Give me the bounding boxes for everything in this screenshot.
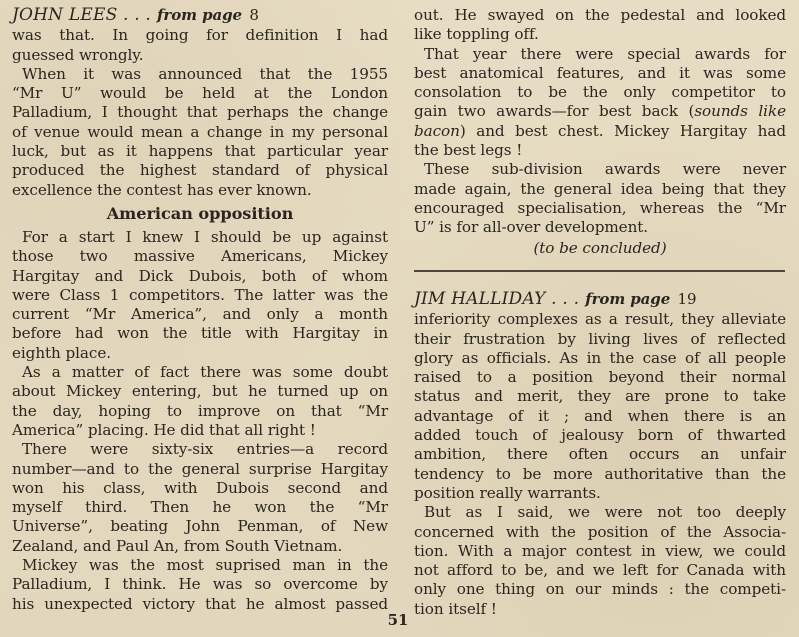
section-subheading: American opposition	[106, 203, 294, 223]
paragraph	[414, 45, 786, 161]
continuation-header-john-lees	[12, 6, 388, 25]
text-line: out. He swayed on the pedestal and looked	[414, 6, 786, 24]
paragraph	[12, 26, 388, 65]
text-line: luck, but as it happens that particular year	[12, 142, 388, 161]
text-line: their frustration by living lives of reflected	[414, 329, 786, 348]
text-line: Universe”, beating John Penman, of New	[12, 517, 388, 536]
text-line: myself third. Then he won the “Mr	[12, 498, 388, 517]
text-line: the day, hoping to improve on that “Mr	[12, 401, 388, 420]
section-divider-rule	[414, 270, 785, 272]
text-line: was that. In going for definition I had	[12, 26, 388, 45]
text-line: inferiority complexes as a result, they alleviate	[414, 310, 786, 329]
text-line: There were sixty-six entries—a record	[22, 440, 388, 459]
text-line: “Mr U” would be held at the London	[12, 84, 388, 103]
text-line: guessed wrongly.	[12, 45, 144, 64]
text-line: not afford to be, and we left for Canada with	[414, 561, 786, 580]
text-line: status and merit, they are prone to take	[414, 387, 786, 406]
text-line: like toppling off.	[414, 25, 539, 44]
text-line: But as I said, we were not too deeply	[424, 503, 786, 522]
text-line: produced the highest standard of physical	[12, 161, 388, 180]
from-page-number: 19	[677, 290, 697, 308]
text-line: encouraged specialisation, whereas the “Mr	[414, 198, 786, 217]
text-line: only one thing on our minds : the competi-	[414, 580, 786, 599]
from-page-label: from page	[157, 6, 243, 24]
to-be-concluded-note: (to be concluded)	[533, 238, 667, 257]
text-line: were Class 1 competitors. The latter was the	[12, 285, 388, 304]
paragraph	[12, 65, 388, 200]
paragraph	[12, 440, 388, 556]
text-line: Hargitay and Dick Dubois, both of whom	[12, 266, 388, 285]
paragraph	[414, 6, 786, 45]
text-line: current “Mr America”, and only a month	[12, 305, 388, 324]
text-line: That year there were special awards for	[424, 44, 786, 63]
text-line: excellence the contest has ever known.	[12, 180, 312, 199]
text-line: tendency to be more authoritative than the	[414, 464, 786, 483]
text-line: Mickey was the most suprised man in the	[22, 556, 388, 575]
text-line: position really warrants.	[414, 483, 601, 502]
text-line: number—and to the general surprise Hargitay	[12, 459, 388, 478]
text-line: When it was announced that the 1955	[22, 64, 388, 83]
text-line: the best legs !	[414, 141, 523, 160]
italic-run: bacon	[414, 121, 460, 140]
text-line: added touch of jealousy born of thwarted	[414, 426, 786, 445]
from-page-label: from page	[585, 290, 671, 308]
text-line: those two massive Americans, Mickey	[12, 247, 388, 266]
text-line: of venue would mean a change in my personal	[12, 122, 388, 141]
text-line: advantage of it ; and when there is an	[414, 406, 786, 425]
author-name: JIM HALLIDAY . . .	[414, 289, 580, 309]
paragraph	[414, 160, 786, 237]
page-number: 51	[387, 611, 409, 629]
text-line: tion itself !	[414, 599, 497, 618]
text-line: For a start I knew I should be up against	[22, 227, 388, 246]
text-line: Palladium, I thought that perhaps the change	[12, 103, 388, 122]
left-column	[12, 6, 388, 614]
right-column-lower	[414, 290, 786, 619]
text-line: eighth place.	[12, 343, 111, 362]
text-line: consolation to be the only competitor to	[414, 83, 786, 102]
text-line: best anatomical features, and it was some	[414, 63, 786, 82]
text-line: his unexpected victory that he almost passed	[12, 594, 388, 613]
text-line: tion. With a major contest in view, we could	[414, 541, 786, 560]
right-column	[414, 6, 786, 258]
text-line: made again, the general idea being that they	[414, 179, 786, 198]
text-line: Palladium, I think. He was so overcome by	[12, 575, 388, 594]
paragraph	[12, 228, 388, 363]
text-line: glory as officials. As in the case of all people	[414, 348, 786, 367]
text-line	[414, 122, 786, 141]
text-line: America” placing. He did that all right !	[12, 420, 316, 439]
text-line: As a matter of fact there was some doubt	[22, 363, 388, 382]
text-line: These sub-division awards were never	[424, 160, 786, 179]
text-line: U” is for all-over development.	[414, 218, 649, 237]
paragraph	[414, 310, 786, 503]
text-line: ambition, there often occurs an unfair	[414, 445, 786, 464]
paragraph	[12, 556, 388, 614]
paragraph	[12, 363, 388, 440]
text-line: Zealand, and Paul An, from South Vietnam.	[12, 536, 343, 555]
paragraph	[414, 503, 786, 619]
text-run: ) and best chest. Mickey Hargitay had	[459, 121, 786, 140]
text-line	[414, 102, 786, 121]
text-run: gain two awards—for best back (	[414, 102, 695, 121]
text-line: raised to a position beyond their normal	[414, 368, 786, 387]
text-line: concerned with the position of the Associa-	[414, 522, 786, 541]
continuation-header-jim-halliday	[414, 290, 786, 309]
from-page-number: 8	[249, 6, 259, 24]
text-line: about Mickey entering, but he turned up on	[12, 382, 388, 401]
text-line: won his class, with Dubois second and	[12, 478, 388, 497]
author-name: JOHN LEES . . .	[12, 5, 152, 25]
italic-run: sounds like	[694, 102, 786, 121]
text-line: before had won the title with Hargitay in	[12, 324, 388, 343]
